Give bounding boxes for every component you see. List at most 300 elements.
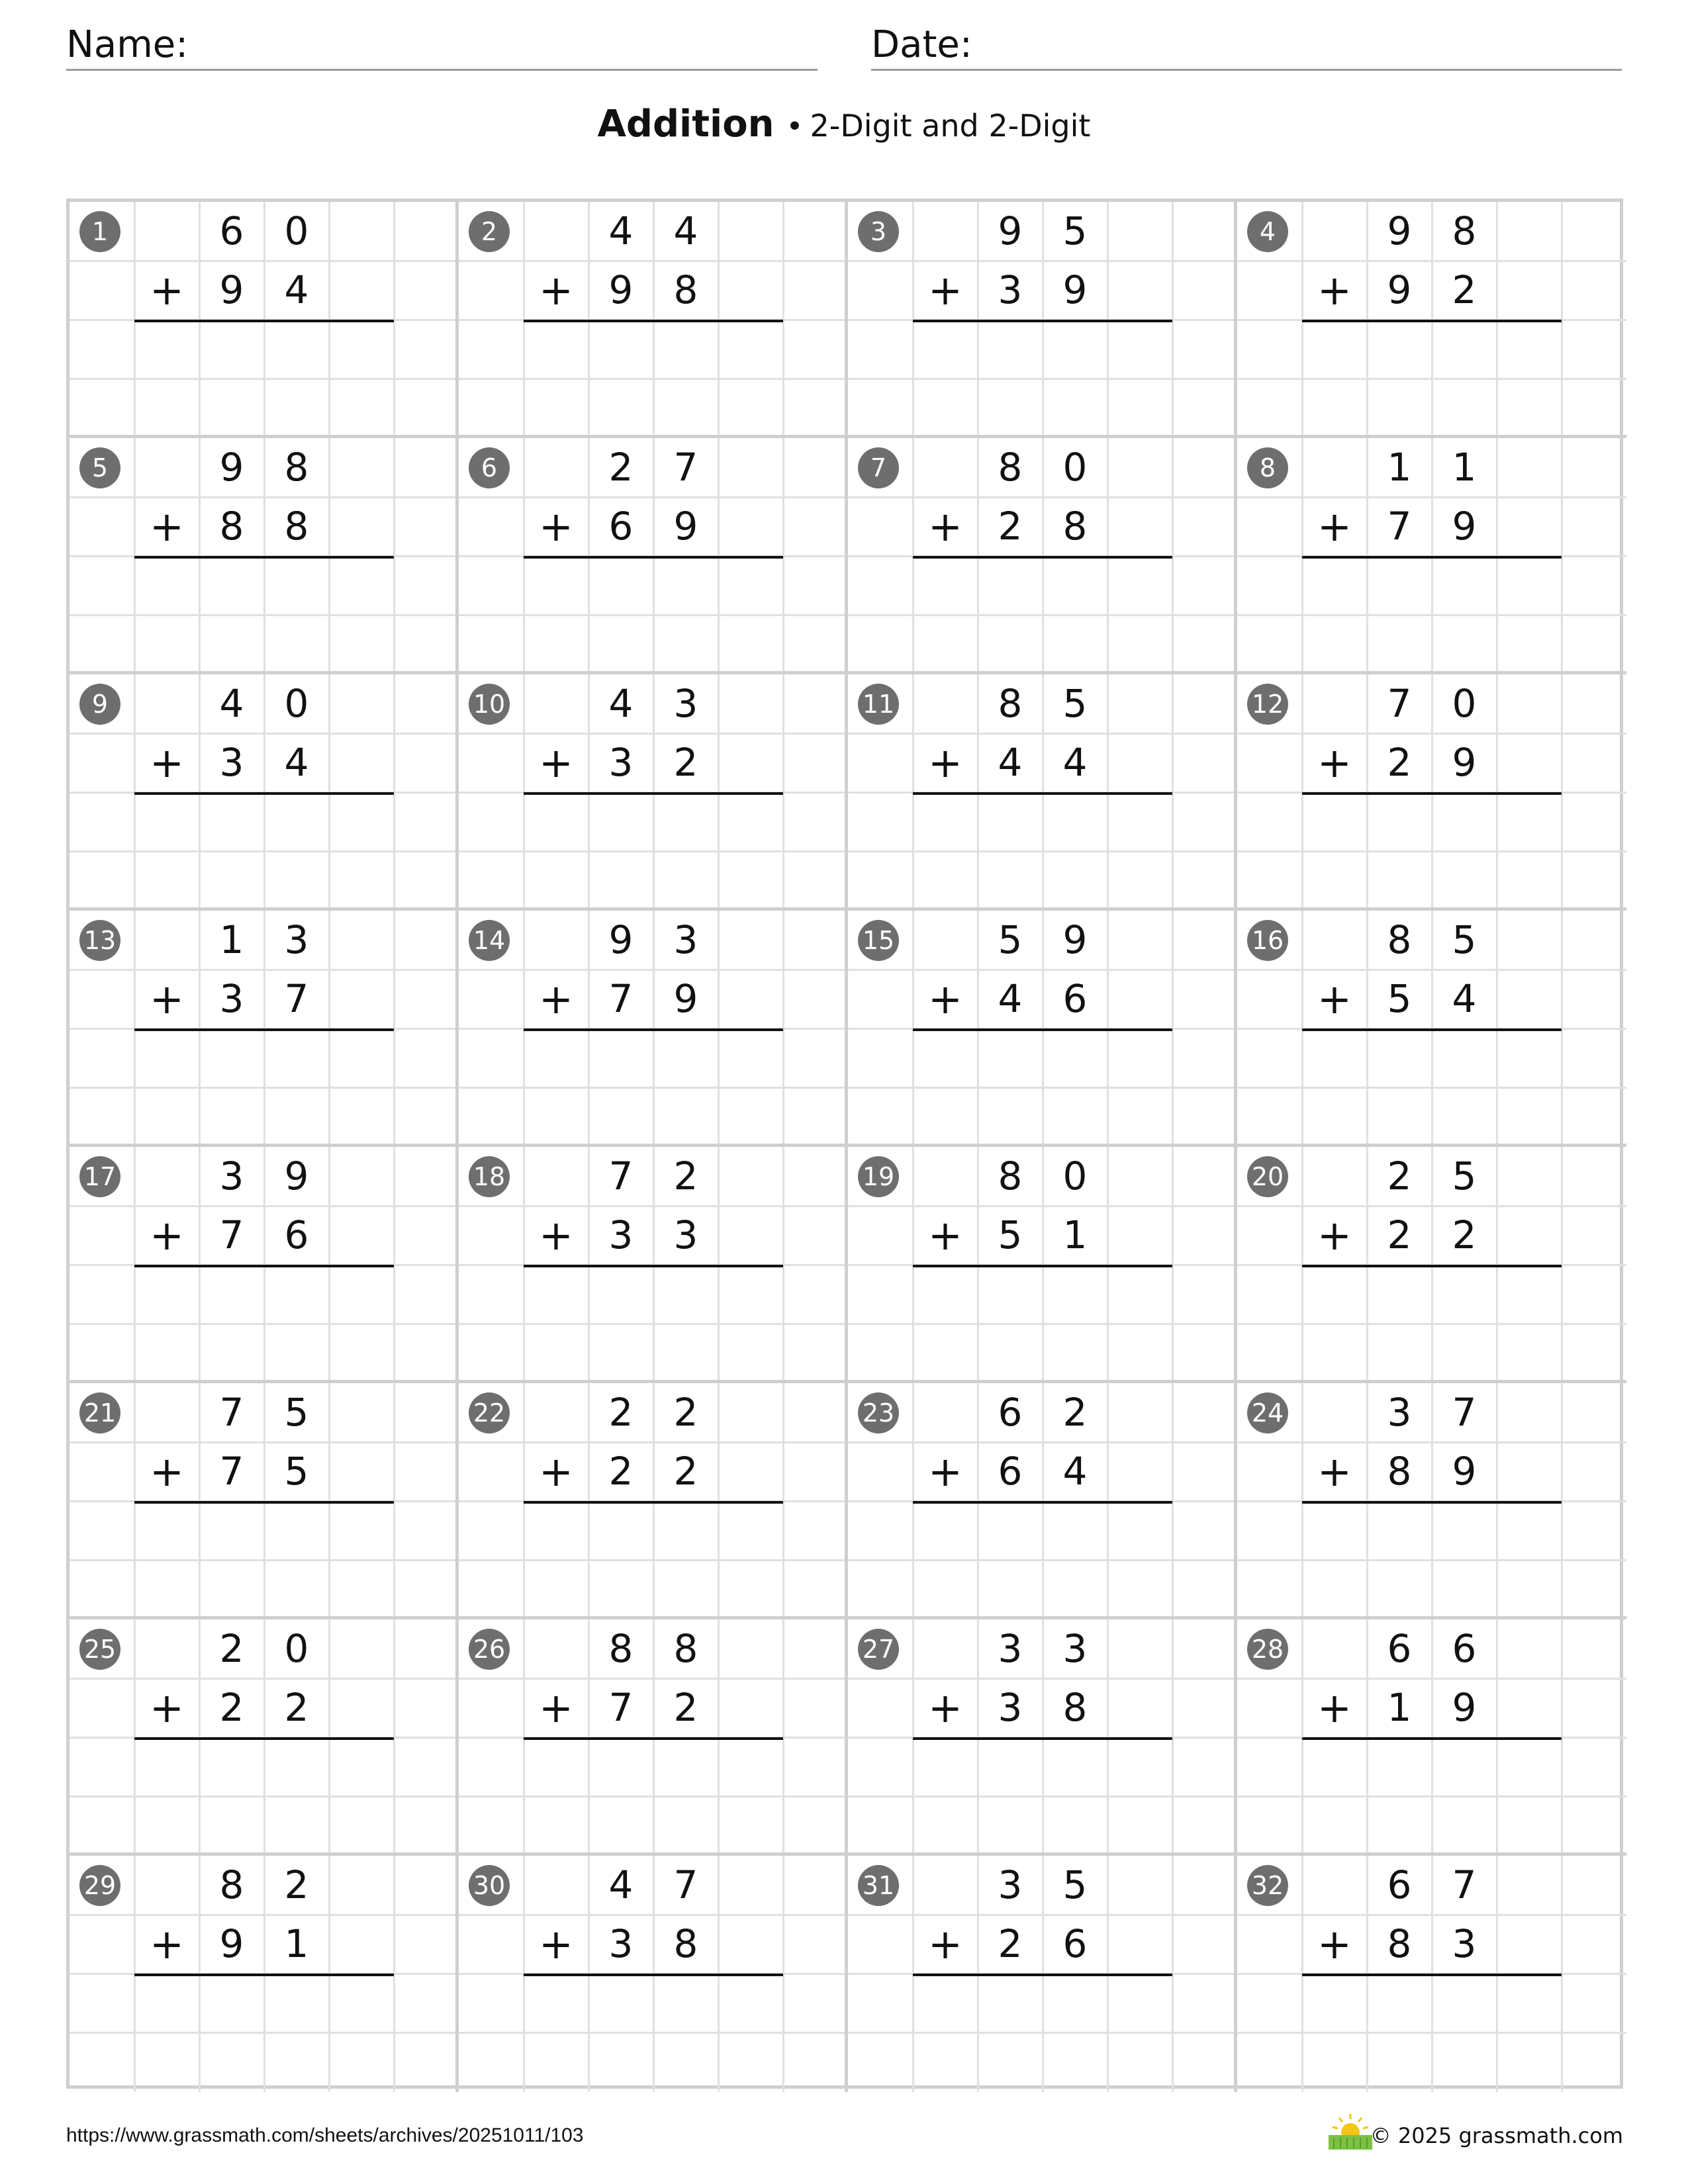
plus-operator: +: [1317, 1447, 1352, 1496]
problem-number-badge: 20: [1247, 1156, 1288, 1197]
problem-number-badge: 13: [79, 920, 120, 961]
addend-bottom-digit: 4: [284, 740, 309, 785]
grid-line: [459, 1323, 848, 1325]
problem-16: [1237, 911, 1626, 1147]
sum-line: [1302, 1265, 1562, 1267]
grid-line: [70, 1087, 459, 1089]
addend-bottom-digit: 7: [1387, 504, 1412, 549]
grid-line: [1237, 2032, 1626, 2034]
problem-number-badge: 10: [469, 684, 510, 725]
addend-top-digit: 5: [1062, 681, 1088, 726]
addend-bottom-digit: 7: [219, 1212, 244, 1257]
addend-bottom-digit: 2: [673, 1685, 698, 1730]
addend-top-digit: 0: [284, 208, 309, 253]
problem-number-badge: 19: [858, 1156, 899, 1197]
addend-top-digit: 3: [1387, 1390, 1412, 1435]
sum-line: [1302, 1028, 1562, 1031]
addend-bottom-digit: 2: [998, 1921, 1023, 1966]
addend-bottom-digit: 2: [998, 504, 1023, 549]
addend-top-digit: 0: [1062, 1154, 1088, 1199]
problem-number-badge: 24: [1247, 1392, 1288, 1433]
problem-25: [70, 1619, 459, 1856]
date-field[interactable]: [871, 25, 1622, 71]
problem-number-badge: 18: [469, 1156, 510, 1197]
addend-top-digit: 7: [673, 1862, 698, 1907]
addend-top-digit: 8: [1452, 208, 1477, 253]
grid-line: [70, 1559, 459, 1561]
grid-line: [459, 1087, 848, 1089]
grid-line: [1237, 1323, 1626, 1325]
addend-top-digit: 3: [673, 681, 698, 726]
problem-13: [70, 911, 459, 1147]
addend-top-digit: 2: [1062, 1390, 1088, 1435]
problem-7: [848, 438, 1237, 674]
addend-bottom-digit: 3: [219, 740, 244, 785]
problem-number-badge: 26: [469, 1629, 510, 1670]
sum-line: [913, 792, 1172, 795]
grid-line: [848, 378, 1237, 380]
addend-bottom-digit: 1: [1062, 1212, 1088, 1257]
addend-top-digit: 9: [1062, 917, 1088, 962]
sum-line: [524, 556, 783, 559]
addend-top-digit: 4: [608, 681, 633, 726]
addend-bottom-digit: 3: [998, 267, 1023, 312]
addend-bottom-digit: 9: [673, 504, 698, 549]
plus-operator: +: [928, 1920, 962, 1968]
addend-bottom-digit: 5: [1387, 976, 1412, 1021]
addend-bottom-digit: 9: [608, 267, 633, 312]
addend-top-digit: 0: [1062, 445, 1088, 490]
addend-bottom-digit: 1: [284, 1921, 309, 1966]
grid-line: [459, 614, 848, 616]
plus-operator: +: [150, 1684, 184, 1732]
addend-bottom-digit: 9: [219, 267, 244, 312]
addend-top-digit: 2: [673, 1390, 698, 1435]
addend-bottom-digit: 8: [673, 1921, 698, 1966]
addend-top-digit: 8: [998, 445, 1023, 490]
problem-number-badge: 2: [469, 211, 510, 252]
addend-bottom-digit: 9: [1452, 1449, 1477, 1494]
addend-top-digit: 6: [219, 208, 244, 253]
plus-operator: +: [928, 739, 962, 787]
addend-bottom-digit: 9: [1452, 1685, 1477, 1730]
addend-top-digit: 5: [1062, 1862, 1088, 1907]
addend-top-digit: 3: [998, 1862, 1023, 1907]
problem-number-badge: 23: [858, 1392, 899, 1433]
problem-number-badge: 17: [79, 1156, 120, 1197]
sum-line: [134, 556, 394, 559]
plus-operator: +: [150, 739, 184, 787]
plus-operator: +: [1317, 1211, 1352, 1259]
sum-line: [134, 1265, 394, 1267]
addend-top-digit: 2: [608, 1390, 633, 1435]
addend-bottom-digit: 7: [284, 976, 309, 1021]
problem-2: [459, 202, 848, 438]
sum-line: [913, 1974, 1172, 1976]
problem-19: [848, 1147, 1237, 1383]
addend-bottom-digit: 3: [608, 1921, 633, 1966]
addend-top-digit: 8: [1387, 917, 1412, 962]
plus-operator: +: [1317, 1684, 1352, 1732]
problem-grid: [66, 199, 1623, 2089]
grid-line: [70, 1796, 459, 1797]
sun-over-grass-icon: [1327, 2111, 1374, 2151]
problem-number-badge: 5: [79, 447, 120, 488]
addend-top-digit: 8: [673, 1626, 698, 1671]
addend-top-digit: 9: [284, 1154, 309, 1199]
problem-number-badge: 31: [858, 1865, 899, 1906]
problem-21: [70, 1383, 459, 1619]
name-field[interactable]: [66, 25, 818, 71]
footer-copyright: © 2025 grassmath.com: [1370, 2123, 1623, 2148]
problem-18: [459, 1147, 848, 1383]
problem-28: [1237, 1619, 1626, 1856]
problem-3: [848, 202, 1237, 438]
sum-line: [1302, 792, 1562, 795]
problem-17: [70, 1147, 459, 1383]
problem-23: [848, 1383, 1237, 1619]
problem-number-badge: 30: [469, 1865, 510, 1906]
grid-line: [848, 850, 1237, 852]
plus-operator: +: [150, 502, 184, 551]
addend-bottom-digit: 2: [1387, 740, 1412, 785]
sum-line: [134, 1501, 394, 1504]
sum-line: [1302, 556, 1562, 559]
sum-line: [913, 1028, 1172, 1031]
addend-bottom-digit: 4: [998, 740, 1023, 785]
addend-bottom-digit: 8: [1062, 504, 1088, 549]
problem-number-badge: 15: [858, 920, 899, 961]
problem-number-badge: 29: [79, 1865, 120, 1906]
addend-bottom-digit: 9: [1387, 267, 1412, 312]
plus-operator: +: [1317, 502, 1352, 551]
problem-number-badge: 14: [469, 920, 510, 961]
addend-bottom-digit: 6: [608, 504, 633, 549]
grid-line: [848, 614, 1237, 616]
sum-line: [1302, 320, 1562, 322]
addend-top-digit: 7: [219, 1390, 244, 1435]
addend-bottom-digit: 4: [284, 267, 309, 312]
addend-bottom-digit: 9: [1062, 267, 1088, 312]
grid-line: [848, 1559, 1237, 1561]
problem-number-badge: 4: [1247, 211, 1288, 252]
addend-bottom-digit: 2: [219, 1685, 244, 1730]
plus-operator: +: [539, 1447, 573, 1496]
grid-line: [70, 614, 459, 616]
grid-line: [1237, 1559, 1626, 1561]
addend-top-digit: 7: [1387, 681, 1412, 726]
sum-line: [1302, 1501, 1562, 1504]
grid-line: [70, 2032, 459, 2034]
addend-bottom-digit: 3: [608, 740, 633, 785]
addend-bottom-digit: 7: [608, 1685, 633, 1730]
title-separator: •: [786, 110, 804, 144]
plus-operator: +: [928, 1211, 962, 1259]
addend-top-digit: 7: [608, 1154, 633, 1199]
problem-20: [1237, 1147, 1626, 1383]
addend-top-digit: 4: [673, 208, 698, 253]
addend-bottom-digit: 4: [998, 976, 1023, 1021]
addend-bottom-digit: 8: [284, 504, 309, 549]
problem-number-badge: 28: [1247, 1629, 1288, 1670]
sum-line: [1302, 1974, 1562, 1976]
problem-number-badge: 8: [1247, 447, 1288, 488]
sum-line: [524, 1974, 783, 1976]
addend-top-digit: 8: [998, 681, 1023, 726]
grid-line: [1237, 1087, 1626, 1089]
plus-operator: +: [928, 266, 962, 314]
plus-operator: +: [928, 502, 962, 551]
addend-bottom-digit: 2: [673, 740, 698, 785]
addend-bottom-digit: 8: [1387, 1449, 1412, 1494]
addend-bottom-digit: 9: [1452, 740, 1477, 785]
addend-top-digit: 9: [219, 445, 244, 490]
problem-24: [1237, 1383, 1626, 1619]
plus-operator: +: [539, 266, 573, 314]
addend-top-digit: 3: [998, 1626, 1023, 1671]
addend-bottom-digit: 4: [1062, 1449, 1088, 1494]
addend-bottom-digit: 9: [673, 976, 698, 1021]
problem-number-badge: 6: [469, 447, 510, 488]
problem-31: [848, 1856, 1237, 2092]
name-label: Name:: [66, 23, 189, 66]
plus-operator: +: [928, 975, 962, 1023]
addend-top-digit: 9: [998, 208, 1023, 253]
addend-bottom-digit: 5: [998, 1212, 1023, 1257]
plus-operator: +: [150, 266, 184, 314]
addend-bottom-digit: 1: [1387, 1685, 1412, 1730]
addend-bottom-digit: 2: [284, 1685, 309, 1730]
addend-top-digit: 5: [1062, 208, 1088, 253]
date-label: Date:: [871, 23, 972, 66]
problem-9: [70, 674, 459, 911]
sum-line: [913, 1737, 1172, 1740]
plus-operator: +: [539, 1211, 573, 1259]
grid-line: [848, 2032, 1237, 2034]
problem-6: [459, 438, 848, 674]
plus-operator: +: [928, 1447, 962, 1496]
addend-top-digit: 7: [1452, 1862, 1477, 1907]
problem-27: [848, 1619, 1237, 1856]
addend-top-digit: 8: [608, 1626, 633, 1671]
addend-bottom-digit: 2: [608, 1449, 633, 1494]
addend-top-digit: 0: [1452, 681, 1477, 726]
addend-bottom-digit: 3: [673, 1212, 698, 1257]
addend-bottom-digit: 9: [1452, 504, 1477, 549]
addend-bottom-digit: 2: [1387, 1212, 1412, 1257]
plus-operator: +: [539, 1684, 573, 1732]
sum-line: [524, 1501, 783, 1504]
addend-top-digit: 0: [284, 681, 309, 726]
addend-top-digit: 6: [1387, 1626, 1412, 1671]
addend-bottom-digit: 3: [219, 976, 244, 1021]
addend-top-digit: 8: [219, 1862, 244, 1907]
problem-number-badge: 7: [858, 447, 899, 488]
problem-29: [70, 1856, 459, 2092]
plus-operator: +: [1317, 1920, 1352, 1968]
sum-line: [913, 556, 1172, 559]
addend-top-digit: 2: [1387, 1154, 1412, 1199]
grid-line: [70, 850, 459, 852]
problem-5: [70, 438, 459, 674]
sum-line: [524, 1265, 783, 1267]
grid-line: [459, 378, 848, 380]
problem-22: [459, 1383, 848, 1619]
addend-top-digit: 3: [1062, 1626, 1088, 1671]
grid-line: [848, 1796, 1237, 1797]
problem-11: [848, 674, 1237, 911]
addend-top-digit: 3: [219, 1154, 244, 1199]
plus-operator: +: [150, 1920, 184, 1968]
addend-bottom-digit: 6: [1062, 1921, 1088, 1966]
addend-top-digit: 6: [1387, 1862, 1412, 1907]
addend-top-digit: 9: [608, 917, 633, 962]
addend-bottom-digit: 9: [219, 1921, 244, 1966]
addend-bottom-digit: 5: [284, 1449, 309, 1494]
addend-bottom-digit: 6: [284, 1212, 309, 1257]
addend-top-digit: 4: [608, 208, 633, 253]
grid-line: [1237, 378, 1626, 380]
grid-line: [459, 1796, 848, 1797]
sum-line: [524, 320, 783, 322]
plus-operator: +: [150, 975, 184, 1023]
addend-bottom-digit: 8: [219, 504, 244, 549]
sum-line: [524, 792, 783, 795]
grid-line: [70, 1323, 459, 1325]
problem-number-badge: 22: [469, 1392, 510, 1433]
addend-top-digit: 6: [998, 1390, 1023, 1435]
sum-line: [1302, 1737, 1562, 1740]
addend-top-digit: 4: [219, 681, 244, 726]
plus-operator: +: [539, 502, 573, 551]
sum-line: [134, 1974, 394, 1976]
addend-top-digit: 1: [1452, 445, 1477, 490]
addend-bottom-digit: 2: [673, 1449, 698, 1494]
addend-top-digit: 8: [998, 1154, 1023, 1199]
addend-bottom-digit: 4: [1062, 740, 1088, 785]
grid-line: [1237, 850, 1626, 852]
problem-number-badge: 1: [79, 211, 120, 252]
addend-bottom-digit: 8: [673, 267, 698, 312]
addend-top-digit: 1: [1387, 445, 1412, 490]
addend-top-digit: 6: [1452, 1626, 1477, 1671]
plus-operator: +: [1317, 266, 1352, 314]
addend-bottom-digit: 4: [1452, 976, 1477, 1021]
sum-line: [134, 1737, 394, 1740]
addend-bottom-digit: 2: [1452, 1212, 1477, 1257]
grid-line: [848, 1323, 1237, 1325]
problem-4: [1237, 202, 1626, 438]
problem-8: [1237, 438, 1626, 674]
addend-top-digit: 3: [284, 917, 309, 962]
grid-line: [459, 850, 848, 852]
title-subtitle: 2-Digit and 2-Digit: [810, 108, 1091, 144]
problem-number-badge: 16: [1247, 920, 1288, 961]
addend-bottom-digit: 2: [1452, 267, 1477, 312]
worksheet-title: [0, 103, 1688, 146]
addend-top-digit: 2: [219, 1626, 244, 1671]
problem-number-badge: 21: [79, 1392, 120, 1433]
plus-operator: +: [539, 975, 573, 1023]
title-main: Addition: [597, 103, 774, 146]
sum-line: [134, 1028, 394, 1031]
plus-operator: +: [539, 1920, 573, 1968]
problem-26: [459, 1619, 848, 1856]
addend-top-digit: 7: [1452, 1390, 1477, 1435]
addend-top-digit: 1: [219, 917, 244, 962]
grid-line: [459, 1559, 848, 1561]
problem-30: [459, 1856, 848, 2092]
sum-line: [913, 1265, 1172, 1267]
addend-top-digit: 4: [608, 1862, 633, 1907]
addend-top-digit: 7: [673, 445, 698, 490]
plus-operator: +: [1317, 739, 1352, 787]
addend-top-digit: 2: [673, 1154, 698, 1199]
sum-line: [913, 1501, 1172, 1504]
plus-operator: +: [150, 1211, 184, 1259]
problem-10: [459, 674, 848, 911]
sum-line: [134, 320, 394, 322]
addend-top-digit: 5: [1452, 1154, 1477, 1199]
footer-url: https://www.grassmath.com/sheets/archives/20251011/103: [66, 2124, 584, 2146]
addend-top-digit: 0: [284, 1626, 309, 1671]
sum-line: [524, 1028, 783, 1031]
sum-line: [134, 792, 394, 795]
addend-top-digit: 8: [284, 445, 309, 490]
plus-operator: +: [1317, 975, 1352, 1023]
addend-bottom-digit: 3: [1452, 1921, 1477, 1966]
problem-number-badge: 27: [858, 1629, 899, 1670]
addend-bottom-digit: 3: [608, 1212, 633, 1257]
problem-14: [459, 911, 848, 1147]
problem-12: [1237, 674, 1626, 911]
addend-top-digit: 9: [1387, 208, 1412, 253]
addend-bottom-digit: 3: [998, 1685, 1023, 1730]
addend-bottom-digit: 7: [219, 1449, 244, 1494]
problem-number-badge: 25: [79, 1629, 120, 1670]
grid-line: [848, 1087, 1237, 1089]
addend-bottom-digit: 6: [998, 1449, 1023, 1494]
addend-bottom-digit: 7: [608, 976, 633, 1021]
addend-bottom-digit: 8: [1062, 1685, 1088, 1730]
addend-top-digit: 5: [284, 1390, 309, 1435]
problem-number-badge: 9: [79, 684, 120, 725]
addend-bottom-digit: 8: [1387, 1921, 1412, 1966]
problem-1: [70, 202, 459, 438]
plus-operator: +: [928, 1684, 962, 1732]
plus-operator: +: [150, 1447, 184, 1496]
addend-top-digit: 2: [608, 445, 633, 490]
problem-number-badge: 11: [858, 684, 899, 725]
grid-line: [70, 378, 459, 380]
addend-top-digit: 2: [284, 1862, 309, 1907]
problem-number-badge: 32: [1247, 1865, 1288, 1906]
problem-number-badge: 12: [1247, 684, 1288, 725]
problem-32: [1237, 1856, 1626, 2092]
addend-top-digit: 5: [1452, 917, 1477, 962]
grid-line: [1237, 614, 1626, 616]
addend-top-digit: 3: [673, 917, 698, 962]
sum-line: [913, 320, 1172, 322]
problem-number-badge: 3: [858, 211, 899, 252]
grid-line: [459, 2032, 848, 2034]
grid-line: [1237, 1796, 1626, 1797]
sum-line: [524, 1737, 783, 1740]
addend-top-digit: 5: [998, 917, 1023, 962]
plus-operator: +: [539, 739, 573, 787]
addend-bottom-digit: 6: [1062, 976, 1088, 1021]
problem-15: [848, 911, 1237, 1147]
